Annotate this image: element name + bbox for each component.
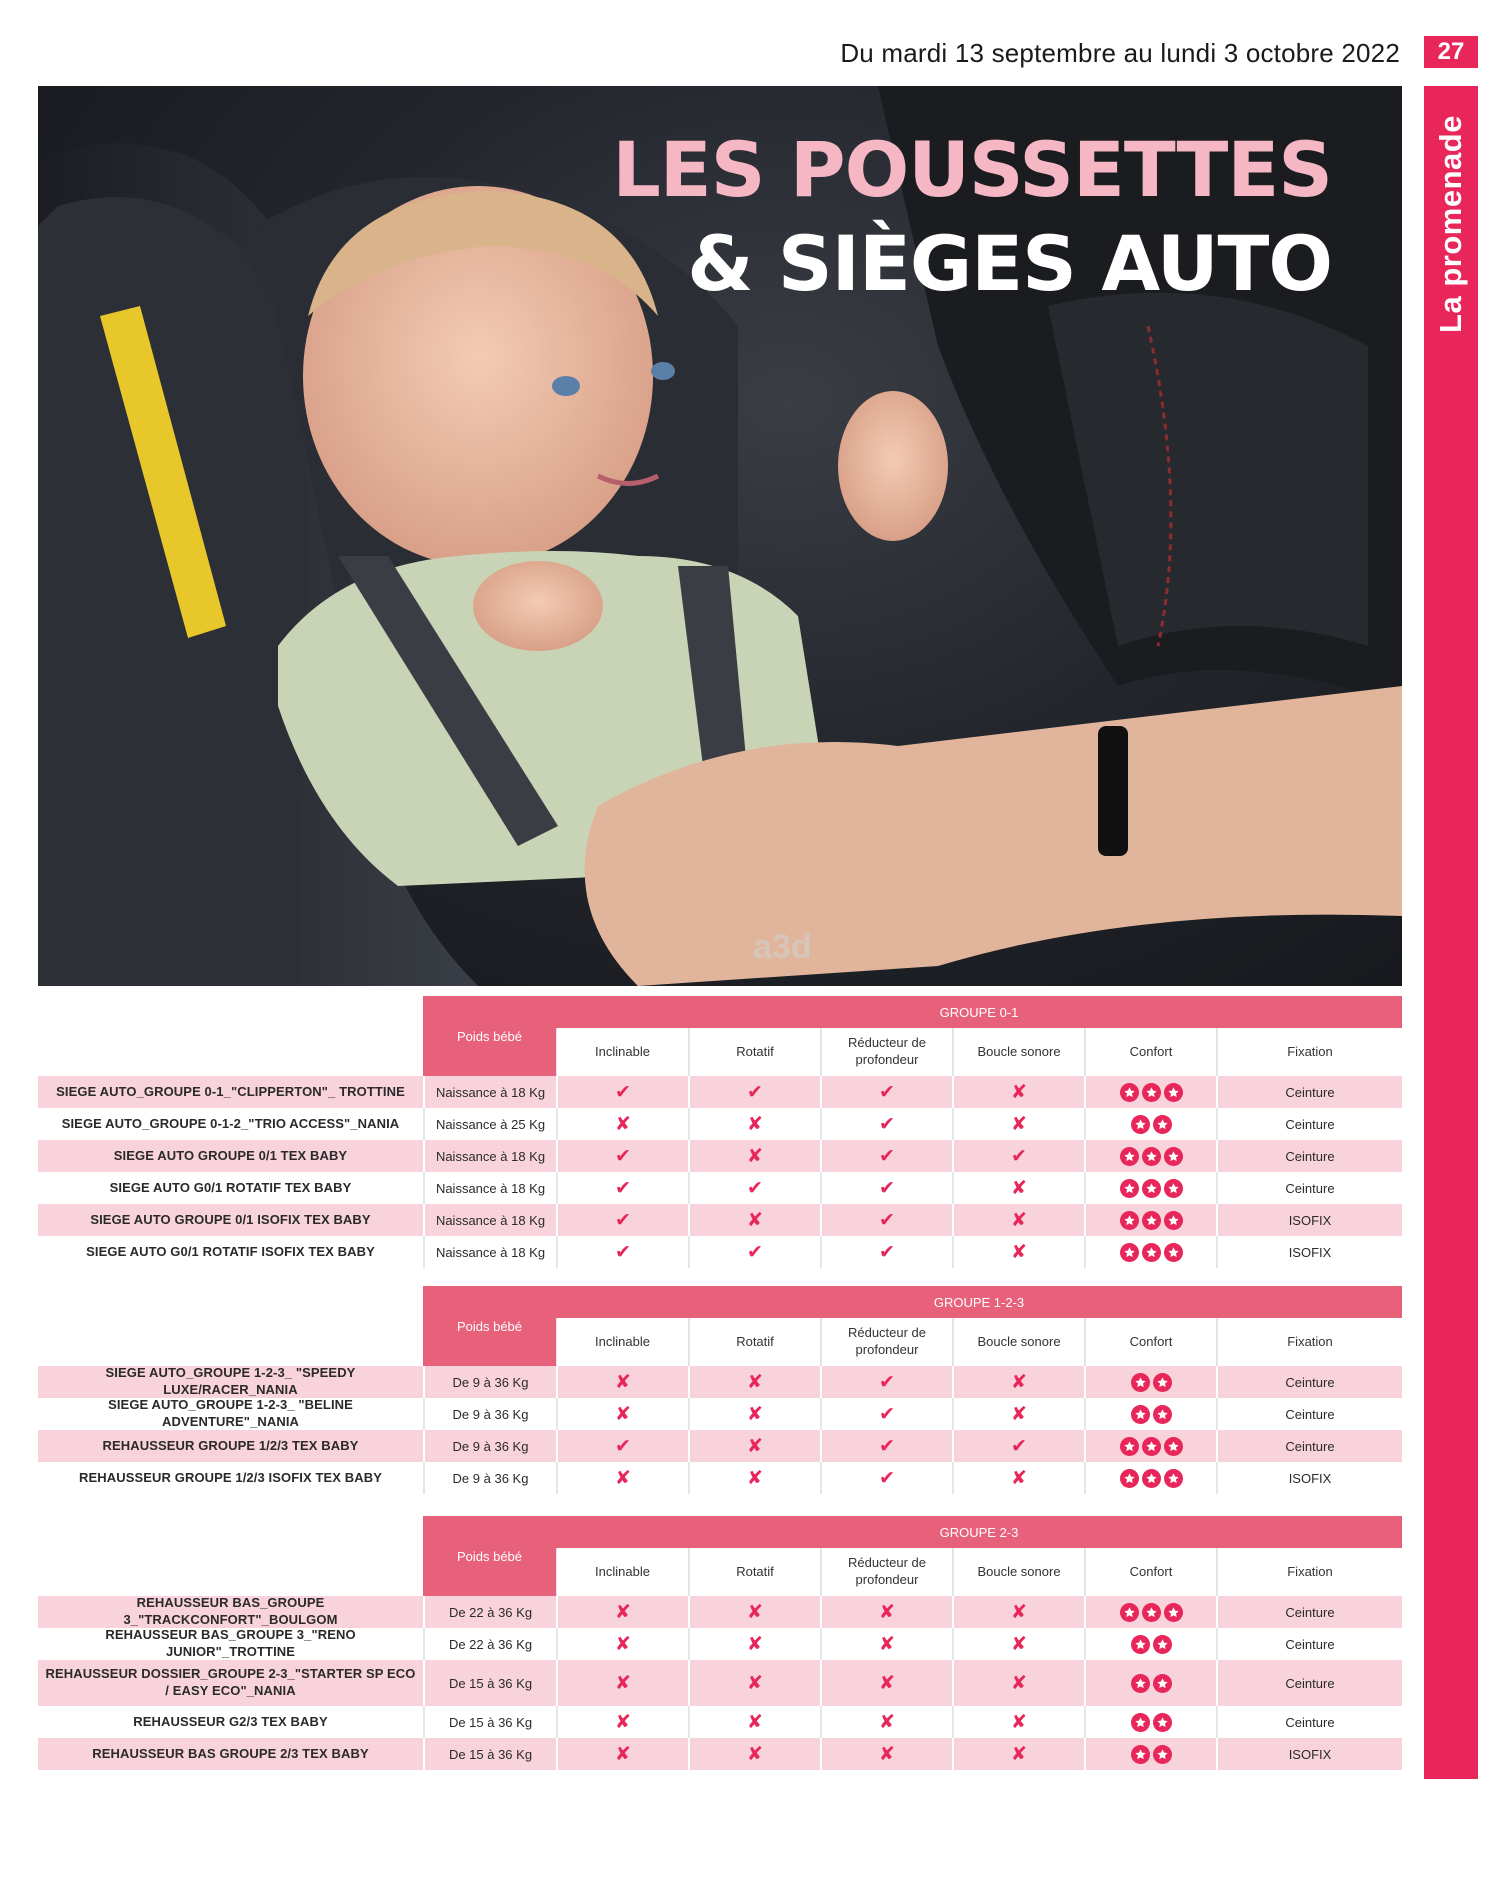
cell-inclinable — [556, 1738, 688, 1770]
cross-icon: ✘ — [1011, 1672, 1027, 1694]
cross-icon: ✘ — [615, 1711, 631, 1733]
table-row — [38, 1140, 1402, 1172]
cross-icon: ✘ — [879, 1743, 895, 1765]
product-name: SIEGE AUTO_GROUPE 0-1_"CLIPPERTON"_ TROTTINE — [56, 1083, 405, 1099]
cell-reducteur — [820, 1738, 952, 1770]
poids-value: De 15 à 36 Kg — [423, 1738, 556, 1770]
star-icon — [1142, 1179, 1161, 1198]
confort-rating — [1131, 1674, 1172, 1693]
star-icon — [1153, 1405, 1172, 1424]
hero-title-line1: LES POUSSETTES — [612, 125, 1332, 214]
cross-icon: ✘ — [747, 1403, 763, 1425]
check-icon: ✔ — [615, 1209, 631, 1231]
table-row — [38, 1398, 1402, 1430]
poids-value: De 22 à 36 Kg — [423, 1596, 556, 1628]
cell-confort — [1084, 1628, 1216, 1660]
table-row — [38, 1236, 1402, 1268]
check-icon: ✔ — [1011, 1435, 1027, 1457]
cross-icon: ✘ — [747, 1145, 763, 1167]
hero-photo — [38, 86, 1402, 986]
fixation-value: Ceinture — [1216, 1076, 1402, 1108]
cell-rotatif — [688, 1628, 820, 1660]
cross-icon: ✘ — [747, 1601, 763, 1623]
star-icon — [1131, 1115, 1150, 1134]
star-icon — [1131, 1405, 1150, 1424]
star-icon — [1153, 1713, 1172, 1732]
star-icon — [1164, 1603, 1183, 1622]
cell-reducteur — [820, 1660, 952, 1706]
table-row — [38, 1596, 1402, 1628]
product-name: REHAUSSEUR DOSSIER_GROUPE 2-3_"STARTER SP ECO / EASY ECO"_NANIA — [45, 1666, 416, 1698]
cell-reducteur — [820, 1204, 952, 1236]
product-name: SIEGE AUTO GROUPE 0/1 ISOFIX TEX BABY — [90, 1211, 371, 1227]
poids-value: Naissance à 18 Kg — [423, 1076, 556, 1108]
cell-confort — [1084, 1366, 1216, 1398]
product-name: SIEGE AUTO_GROUPE 0-1-2_"TRIO ACCESS"_NANIA — [61, 1115, 400, 1131]
cell-rotatif — [688, 1108, 820, 1140]
poids-value: Naissance à 18 Kg — [423, 1140, 556, 1172]
check-icon: ✔ — [879, 1371, 895, 1393]
cell-inclinable — [556, 1706, 688, 1738]
photo-watermark: a3d — [753, 928, 812, 966]
cell-inclinable — [556, 1660, 688, 1706]
product-name: REHAUSSEUR BAS_GROUPE 3_"TRACKCONFORT"_BOULGOM — [123, 1595, 338, 1627]
star-icon — [1120, 1147, 1139, 1166]
star-icon — [1164, 1243, 1183, 1262]
star-icon — [1153, 1635, 1172, 1654]
poids-header: Poids bébé — [423, 1286, 556, 1366]
cross-icon: ✘ — [615, 1403, 631, 1425]
confort-rating — [1131, 1373, 1172, 1392]
cross-icon: ✘ — [1011, 1403, 1027, 1425]
star-icon — [1142, 1211, 1161, 1230]
cell-boucle — [952, 1172, 1084, 1204]
cell-rotatif — [688, 1660, 820, 1706]
cross-icon: ✘ — [879, 1633, 895, 1655]
poids-value: Naissance à 18 Kg — [423, 1204, 556, 1236]
table-row — [38, 1462, 1402, 1494]
cross-icon: ✘ — [1011, 1113, 1027, 1135]
fixation-value: Ceinture — [1216, 1366, 1402, 1398]
col-confort: Confort — [1084, 1318, 1216, 1366]
confort-rating — [1120, 1243, 1183, 1262]
table-groupe-2-3 — [38, 1516, 1402, 1770]
cross-icon: ✘ — [1011, 1241, 1027, 1263]
table-groupe-1-2-3 — [38, 1286, 1402, 1494]
col-inclinable: Inclinable — [556, 1028, 688, 1076]
cell-reducteur — [820, 1628, 952, 1660]
poids-value: De 15 à 36 Kg — [423, 1660, 556, 1706]
star-icon — [1164, 1437, 1183, 1456]
cell-confort — [1084, 1108, 1216, 1140]
confort-rating — [1120, 1469, 1183, 1488]
cross-icon: ✘ — [1011, 1081, 1027, 1103]
star-icon — [1120, 1469, 1139, 1488]
check-icon: ✔ — [615, 1145, 631, 1167]
column-headers — [556, 1028, 1402, 1076]
cell-inclinable — [556, 1172, 688, 1204]
cross-icon: ✘ — [747, 1633, 763, 1655]
poids-header: Poids bébé — [423, 1516, 556, 1596]
star-icon — [1120, 1603, 1139, 1622]
page-number: 27 — [1424, 36, 1478, 68]
col-rotatif: Rotatif — [688, 1028, 820, 1076]
confort-rating — [1120, 1147, 1183, 1166]
product-name: REHAUSSEUR GROUPE 1/2/3 TEX BABY — [102, 1437, 359, 1453]
col-inclinable: Inclinable — [556, 1318, 688, 1366]
date-range: Du mardi 13 septembre au lundi 3 octobre 2022 — [840, 38, 1400, 68]
star-icon — [1120, 1211, 1139, 1230]
table-row — [38, 1108, 1402, 1140]
table-row — [38, 1628, 1402, 1660]
cell-reducteur — [820, 1706, 952, 1738]
cell-boucle — [952, 1462, 1084, 1494]
cell-reducteur — [820, 1596, 952, 1628]
col-fixation: Fixation — [1216, 1548, 1402, 1596]
fixation-value: Ceinture — [1216, 1398, 1402, 1430]
confort-rating — [1131, 1745, 1172, 1764]
cross-icon: ✘ — [879, 1711, 895, 1733]
col-confort: Confort — [1084, 1548, 1216, 1596]
cell-boucle — [952, 1738, 1084, 1770]
cell-inclinable — [556, 1596, 688, 1628]
cell-boucle — [952, 1076, 1084, 1108]
cell-confort — [1084, 1140, 1216, 1172]
product-name: SIEGE AUTO G0/1 ROTATIF TEX BABY — [109, 1179, 352, 1195]
check-icon: ✔ — [747, 1081, 763, 1103]
star-icon — [1120, 1083, 1139, 1102]
table-row — [38, 1706, 1402, 1738]
cell-rotatif — [688, 1236, 820, 1268]
cell-reducteur — [820, 1140, 952, 1172]
cell-rotatif — [688, 1596, 820, 1628]
confort-rating — [1120, 1603, 1183, 1622]
cell-boucle — [952, 1628, 1084, 1660]
table-row — [38, 1660, 1402, 1706]
fixation-value: Ceinture — [1216, 1140, 1402, 1172]
cell-boucle — [952, 1236, 1084, 1268]
cell-confort — [1084, 1596, 1216, 1628]
fixation-value: Ceinture — [1216, 1628, 1402, 1660]
cross-icon: ✘ — [1011, 1601, 1027, 1623]
cell-confort — [1084, 1204, 1216, 1236]
cell-boucle — [952, 1596, 1084, 1628]
cell-reducteur — [820, 1108, 952, 1140]
poids-value: De 9 à 36 Kg — [423, 1366, 556, 1398]
star-icon — [1142, 1603, 1161, 1622]
product-name: SIEGE AUTO G0/1 ROTATIF ISOFIX TEX BABY — [86, 1243, 375, 1259]
fixation-value: Ceinture — [1216, 1660, 1402, 1706]
fixation-value: ISOFIX — [1216, 1462, 1402, 1494]
poids-header: Poids bébé — [423, 996, 556, 1076]
confort-rating — [1131, 1713, 1172, 1732]
product-name: SIEGE AUTO_GROUPE 1-2-3_ "BELINE ADVENTURE"_NANIA — [108, 1397, 353, 1429]
cross-icon: ✘ — [1011, 1467, 1027, 1489]
fixation-value: ISOFIX — [1216, 1236, 1402, 1268]
cell-rotatif — [688, 1706, 820, 1738]
cell-boucle — [952, 1660, 1084, 1706]
cross-icon: ✘ — [615, 1371, 631, 1393]
cross-icon: ✘ — [747, 1467, 763, 1489]
cell-boucle — [952, 1140, 1084, 1172]
confort-rating — [1120, 1211, 1183, 1230]
star-icon — [1131, 1373, 1150, 1392]
fixation-value: Ceinture — [1216, 1706, 1402, 1738]
check-icon: ✔ — [879, 1145, 895, 1167]
hero-title-line2: & SIÈGES AUTO — [687, 218, 1332, 308]
col-rotatif: Rotatif — [688, 1318, 820, 1366]
cell-inclinable — [556, 1366, 688, 1398]
fixation-value: Ceinture — [1216, 1430, 1402, 1462]
table-groupe-0-1 — [38, 996, 1402, 1268]
cell-confort — [1084, 1462, 1216, 1494]
cross-icon: ✘ — [1011, 1743, 1027, 1765]
table-row — [38, 1430, 1402, 1462]
cross-icon: ✘ — [747, 1113, 763, 1135]
star-icon — [1120, 1243, 1139, 1262]
cross-icon: ✘ — [615, 1672, 631, 1694]
star-icon — [1153, 1373, 1172, 1392]
cell-reducteur — [820, 1398, 952, 1430]
star-icon — [1164, 1083, 1183, 1102]
check-icon: ✔ — [879, 1177, 895, 1199]
group-header: GROUPE 0-1 — [556, 996, 1402, 1028]
cell-rotatif — [688, 1462, 820, 1494]
section-label: La promenade — [1433, 115, 1469, 333]
cell-rotatif — [688, 1398, 820, 1430]
product-name: SIEGE AUTO_GROUPE 1-2-3_ "SPEEDY LUXE/RACER_NANIA — [105, 1365, 356, 1397]
column-headers — [556, 1548, 1402, 1596]
table-header — [38, 996, 1402, 1076]
star-icon — [1153, 1745, 1172, 1764]
cell-boucle — [952, 1430, 1084, 1462]
cell-confort — [1084, 1706, 1216, 1738]
cell-inclinable — [556, 1398, 688, 1430]
star-icon — [1131, 1713, 1150, 1732]
cell-inclinable — [556, 1076, 688, 1108]
cell-inclinable — [556, 1628, 688, 1660]
cross-icon: ✘ — [615, 1601, 631, 1623]
cross-icon: ✘ — [747, 1672, 763, 1694]
cross-icon: ✘ — [747, 1435, 763, 1457]
cell-boucle — [952, 1366, 1084, 1398]
cross-icon: ✘ — [747, 1743, 763, 1765]
star-icon — [1142, 1243, 1161, 1262]
cell-reducteur — [820, 1462, 952, 1494]
cell-reducteur — [820, 1430, 952, 1462]
table-row — [38, 1366, 1402, 1398]
col-reducteur: Réducteur de profondeur — [820, 1028, 952, 1076]
cell-boucle — [952, 1398, 1084, 1430]
star-icon — [1153, 1115, 1172, 1134]
poids-value: De 22 à 36 Kg — [423, 1628, 556, 1660]
fixation-value: Ceinture — [1216, 1108, 1402, 1140]
cross-icon: ✘ — [747, 1371, 763, 1393]
col-fixation: Fixation — [1216, 1318, 1402, 1366]
star-icon — [1164, 1469, 1183, 1488]
product-name: REHAUSSEUR BAS GROUPE 2/3 TEX BABY — [92, 1745, 369, 1761]
star-icon — [1120, 1437, 1139, 1456]
cell-rotatif — [688, 1738, 820, 1770]
check-icon: ✔ — [747, 1177, 763, 1199]
col-fixation: Fixation — [1216, 1028, 1402, 1076]
check-icon: ✔ — [1011, 1145, 1027, 1167]
poids-value: Naissance à 25 Kg — [423, 1108, 556, 1140]
check-icon: ✔ — [879, 1113, 895, 1135]
cell-rotatif — [688, 1204, 820, 1236]
fixation-value: Ceinture — [1216, 1172, 1402, 1204]
cell-confort — [1084, 1172, 1216, 1204]
confort-rating — [1131, 1635, 1172, 1654]
confort-rating — [1120, 1083, 1183, 1102]
col-reducteur: Réducteur de profondeur — [820, 1548, 952, 1596]
col-boucle: Boucle sonore — [952, 1028, 1084, 1076]
poids-value: De 9 à 36 Kg — [423, 1462, 556, 1494]
check-icon: ✔ — [879, 1081, 895, 1103]
check-icon: ✔ — [615, 1241, 631, 1263]
star-icon — [1164, 1179, 1183, 1198]
cross-icon: ✘ — [1011, 1209, 1027, 1231]
table-row — [38, 1172, 1402, 1204]
col-rotatif: Rotatif — [688, 1548, 820, 1596]
confort-rating — [1131, 1115, 1172, 1134]
check-icon: ✔ — [747, 1241, 763, 1263]
cross-icon: ✘ — [615, 1633, 631, 1655]
product-name: REHAUSSEUR G2/3 TEX BABY — [133, 1713, 328, 1729]
cell-reducteur — [820, 1076, 952, 1108]
cross-icon: ✘ — [1011, 1177, 1027, 1199]
hero-title — [612, 125, 1332, 308]
col-boucle: Boucle sonore — [952, 1318, 1084, 1366]
check-icon: ✔ — [879, 1467, 895, 1489]
poids-value: Naissance à 18 Kg — [423, 1172, 556, 1204]
cell-reducteur — [820, 1236, 952, 1268]
cell-confort — [1084, 1398, 1216, 1430]
star-icon — [1131, 1745, 1150, 1764]
fixation-value: Ceinture — [1216, 1596, 1402, 1628]
group-header: GROUPE 1-2-3 — [556, 1286, 1402, 1318]
cross-icon: ✘ — [615, 1113, 631, 1135]
star-icon — [1120, 1179, 1139, 1198]
cell-rotatif — [688, 1140, 820, 1172]
col-boucle: Boucle sonore — [952, 1548, 1084, 1596]
poids-value: De 15 à 36 Kg — [423, 1706, 556, 1738]
confort-rating — [1131, 1405, 1172, 1424]
cell-inclinable — [556, 1430, 688, 1462]
check-icon: ✔ — [615, 1081, 631, 1103]
table-row — [38, 1076, 1402, 1108]
col-confort: Confort — [1084, 1028, 1216, 1076]
star-icon — [1153, 1674, 1172, 1693]
table-row — [38, 1738, 1402, 1770]
product-name: SIEGE AUTO GROUPE 0/1 TEX BABY — [113, 1147, 348, 1163]
star-icon — [1164, 1211, 1183, 1230]
cell-inclinable — [556, 1108, 688, 1140]
check-icon: ✔ — [879, 1403, 895, 1425]
star-icon — [1131, 1674, 1150, 1693]
table-header — [38, 1516, 1402, 1596]
col-inclinable: Inclinable — [556, 1548, 688, 1596]
cell-confort — [1084, 1738, 1216, 1770]
check-icon: ✔ — [615, 1177, 631, 1199]
cell-confort — [1084, 1076, 1216, 1108]
check-icon: ✔ — [879, 1435, 895, 1457]
cross-icon: ✘ — [1011, 1371, 1027, 1393]
cross-icon: ✘ — [615, 1743, 631, 1765]
star-icon — [1142, 1469, 1161, 1488]
confort-rating — [1120, 1179, 1183, 1198]
cell-confort — [1084, 1236, 1216, 1268]
cell-rotatif — [688, 1430, 820, 1462]
product-name: REHAUSSEUR GROUPE 1/2/3 ISOFIX TEX BABY — [79, 1469, 382, 1485]
star-icon — [1142, 1147, 1161, 1166]
cross-icon: ✘ — [747, 1209, 763, 1231]
star-icon — [1142, 1083, 1161, 1102]
cross-icon: ✘ — [1011, 1633, 1027, 1655]
cell-reducteur — [820, 1366, 952, 1398]
cross-icon: ✘ — [879, 1672, 895, 1694]
table-row — [38, 1204, 1402, 1236]
cell-rotatif — [688, 1076, 820, 1108]
table-header — [38, 1286, 1402, 1366]
cell-confort — [1084, 1430, 1216, 1462]
cell-reducteur — [820, 1172, 952, 1204]
check-icon: ✔ — [879, 1209, 895, 1231]
check-icon: ✔ — [879, 1241, 895, 1263]
product-name: REHAUSSEUR BAS_GROUPE 3_"RENO JUNIOR"_TROTTINE — [105, 1627, 356, 1659]
cell-boucle — [952, 1706, 1084, 1738]
star-icon — [1142, 1437, 1161, 1456]
cell-inclinable — [556, 1204, 688, 1236]
cell-confort — [1084, 1660, 1216, 1706]
cell-inclinable — [556, 1236, 688, 1268]
cell-inclinable — [556, 1140, 688, 1172]
poids-value: De 9 à 36 Kg — [423, 1430, 556, 1462]
fixation-value: ISOFIX — [1216, 1738, 1402, 1770]
cross-icon: ✘ — [747, 1711, 763, 1733]
poids-value: De 9 à 36 Kg — [423, 1398, 556, 1430]
cell-boucle — [952, 1204, 1084, 1236]
fixation-value: ISOFIX — [1216, 1204, 1402, 1236]
group-header: GROUPE 2-3 — [556, 1516, 1402, 1548]
star-icon — [1131, 1635, 1150, 1654]
col-reducteur: Réducteur de profondeur — [820, 1318, 952, 1366]
cross-icon: ✘ — [879, 1601, 895, 1623]
cell-boucle — [952, 1108, 1084, 1140]
cell-inclinable — [556, 1462, 688, 1494]
cell-rotatif — [688, 1172, 820, 1204]
star-icon — [1164, 1147, 1183, 1166]
column-headers — [556, 1318, 1402, 1366]
cell-rotatif — [688, 1366, 820, 1398]
cross-icon: ✘ — [1011, 1711, 1027, 1733]
poids-value: Naissance à 18 Kg — [423, 1236, 556, 1268]
confort-rating — [1120, 1437, 1183, 1456]
cross-icon: ✘ — [615, 1467, 631, 1489]
check-icon: ✔ — [615, 1435, 631, 1457]
